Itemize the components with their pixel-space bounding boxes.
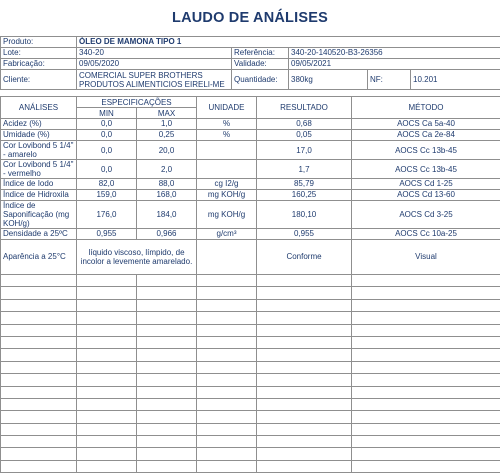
table-row [1, 179, 500, 190]
empty-cell [77, 374, 137, 386]
header-metodo: MÉTODO [352, 97, 500, 119]
cell-unidade: g/cm³ [197, 229, 257, 240]
empty-cell [257, 411, 352, 423]
empty-cell [197, 436, 257, 448]
empty-cell [1, 312, 77, 324]
empty-cell [352, 386, 500, 398]
cell-unidade: cg I2/g [197, 179, 257, 190]
empty-cell [257, 275, 352, 287]
cell-resultado: 1,7 [257, 160, 352, 179]
nf-value: 10.201 [411, 70, 500, 90]
cell-analise: Aparência a 25°C [1, 240, 77, 275]
empty-cell [257, 336, 352, 348]
cell-unidade [197, 240, 257, 275]
cell-max: 88,0 [137, 179, 197, 190]
empty-cell [137, 423, 197, 435]
empty-cell [197, 423, 257, 435]
empty-cell [1, 436, 77, 448]
empty-cell [77, 411, 137, 423]
empty-cell [257, 460, 352, 472]
empty-cell [352, 398, 500, 410]
empty-cell [257, 374, 352, 386]
empty-cell [1, 423, 77, 435]
cell-max: 1,0 [137, 119, 197, 130]
empty-cell [137, 287, 197, 299]
empty-cell [257, 287, 352, 299]
empty-row [1, 287, 500, 299]
empty-cell [197, 398, 257, 410]
cell-min: 0,0 [77, 130, 137, 141]
cell-min: 82,0 [77, 179, 137, 190]
cell-metodo: AOCS Ca 5a-40 [352, 119, 500, 130]
empty-cell [197, 275, 257, 287]
empty-cell [257, 312, 352, 324]
empty-row [1, 275, 500, 287]
cliente-value-line-1: COMERCIAL SUPER BROTHERS [79, 71, 229, 80]
empty-cell [197, 460, 257, 472]
empty-row [1, 374, 500, 386]
info-row-cliente [1, 70, 500, 90]
cell-resultado: 17,0 [257, 141, 352, 160]
empty-cell [77, 423, 137, 435]
produto-value: ÓLEO DE MAMONA TIPO 1 [77, 37, 500, 48]
nf-label: NF: [368, 70, 410, 89]
report-title: LAUDO DE ANÁLISES [0, 10, 500, 26]
cell-unidade: % [197, 119, 257, 130]
table-row [1, 119, 500, 130]
empty-row [1, 460, 500, 472]
cell-unidade: mg KOH/g [197, 190, 257, 201]
empty-cell [137, 312, 197, 324]
lote-label: Lote: [1, 48, 77, 59]
table-row [1, 141, 500, 160]
cell-metodo: AOCS Cd 3-25 [352, 201, 500, 229]
empty-row [1, 436, 500, 448]
cell-resultado: 0,05 [257, 130, 352, 141]
cell-min: 0,0 [77, 160, 137, 179]
empty-cell [352, 423, 500, 435]
empty-cell [1, 324, 77, 336]
empty-cell [257, 324, 352, 336]
cell-min: 0,0 [77, 119, 137, 130]
empty-cell [352, 324, 500, 336]
empty-cell [197, 349, 257, 361]
empty-cell [352, 312, 500, 324]
cell-max: 20,0 [137, 141, 197, 160]
cell-metodo: AOCS Ca 2e-84 [352, 130, 500, 141]
table-row [1, 130, 500, 141]
empty-row [1, 324, 500, 336]
produto-label: Produto: [1, 37, 77, 48]
fabricacao-label: Fabricação: [1, 59, 77, 70]
table-row [1, 190, 500, 201]
cell-analise: Acidez (%) [1, 119, 77, 130]
fabricacao-value: 09/05/2020 [77, 59, 232, 70]
empty-cell [1, 398, 77, 410]
cell-min: 0,0 [77, 141, 137, 160]
cell-max: 168,0 [137, 190, 197, 201]
empty-cell [137, 374, 197, 386]
header-unidade: UNIDADE [197, 97, 257, 119]
analysis-table [0, 96, 500, 275]
empty-cell [77, 299, 137, 311]
cliente-value [77, 70, 232, 90]
empty-cell [257, 299, 352, 311]
empty-cell [137, 448, 197, 460]
empty-cell [1, 460, 77, 472]
empty-cell [352, 436, 500, 448]
empty-cell [257, 349, 352, 361]
empty-row [1, 386, 500, 398]
header-max: MAX [137, 108, 197, 119]
empty-cell [77, 448, 137, 460]
empty-cell [352, 361, 500, 373]
empty-cell [137, 436, 197, 448]
cell-max: 0,966 [137, 229, 197, 240]
empty-cell [352, 448, 500, 460]
empty-cell [137, 361, 197, 373]
empty-cell [1, 448, 77, 460]
table-row [1, 201, 500, 229]
empty-row [1, 361, 500, 373]
empty-cell [137, 411, 197, 423]
empty-cell [197, 386, 257, 398]
blank-rows-table [0, 274, 500, 473]
empty-row [1, 423, 500, 435]
header-resultado: RESULTADO [257, 97, 352, 119]
header-min: MIN [77, 108, 137, 119]
empty-row [1, 398, 500, 410]
empty-cell [77, 436, 137, 448]
empty-cell [77, 275, 137, 287]
empty-cell [257, 436, 352, 448]
cell-max: 0,25 [137, 130, 197, 141]
empty-cell [1, 374, 77, 386]
header-especificacoes: ESPECIFICAÇÕES [77, 97, 197, 108]
empty-cell [137, 324, 197, 336]
cell-unidade: % [197, 130, 257, 141]
empty-cell [352, 411, 500, 423]
empty-cell [77, 386, 137, 398]
empty-cell [77, 398, 137, 410]
cell-analise: Densidade a 25ºC [1, 229, 77, 240]
validade-value: 09/05/2021 [289, 59, 500, 70]
empty-row [1, 448, 500, 460]
empty-cell [197, 411, 257, 423]
info-row-lote [1, 48, 500, 59]
empty-cell [1, 411, 77, 423]
cell-unidade [197, 141, 257, 160]
cell-unidade [197, 160, 257, 179]
lote-value: 340-20 [77, 48, 232, 59]
referencia-value: 340-20-140520-B3-26356 [289, 48, 500, 59]
info-row-produto [1, 37, 500, 48]
empty-cell [77, 336, 137, 348]
empty-cell [197, 312, 257, 324]
empty-cell [197, 374, 257, 386]
info-table [0, 36, 500, 90]
empty-cell [77, 361, 137, 373]
empty-cell [137, 349, 197, 361]
empty-cell [137, 460, 197, 472]
validade-label: Validade: [232, 59, 289, 70]
empty-cell [352, 460, 500, 472]
empty-cell [77, 287, 137, 299]
empty-cell [1, 361, 77, 373]
empty-cell [197, 448, 257, 460]
empty-cell [137, 386, 197, 398]
empty-cell [352, 336, 500, 348]
cell-analise: Umidade (%) [1, 130, 77, 141]
cell-resultado: 180,10 [257, 201, 352, 229]
empty-cell [352, 374, 500, 386]
cell-spec-description: líquido viscoso, límpido, de incolor a levemente amarelado. [77, 240, 197, 275]
empty-cell [352, 349, 500, 361]
empty-row [1, 299, 500, 311]
cell-resultado: 0,68 [257, 119, 352, 130]
empty-cell [137, 299, 197, 311]
empty-cell [1, 275, 77, 287]
cell-resultado: Conforme [257, 240, 352, 275]
cell-unidade: mg KOH/g [197, 201, 257, 229]
empty-row [1, 312, 500, 324]
empty-cell [352, 287, 500, 299]
report-header [0, 0, 500, 36]
empty-row [1, 411, 500, 423]
empty-cell [137, 336, 197, 348]
empty-cell [1, 349, 77, 361]
cell-metodo: AOCS Cc 13b-45 [352, 160, 500, 179]
cell-analise: Índice de Iodo [1, 179, 77, 190]
empty-cell [352, 275, 500, 287]
empty-cell [1, 386, 77, 398]
empty-cell [137, 275, 197, 287]
referencia-label: Referência: [232, 48, 289, 59]
header-analises: ANÁLISES [1, 97, 77, 119]
cell-max: 2,0 [137, 160, 197, 179]
cell-resultado: 160,25 [257, 190, 352, 201]
table-row [1, 160, 500, 179]
cell-metodo: Visual [352, 240, 500, 275]
cell-max: 184,0 [137, 201, 197, 229]
cell-min: 0,955 [77, 229, 137, 240]
empty-cell [257, 398, 352, 410]
cell-metodo: AOCS Cd 1-25 [352, 179, 500, 190]
empty-cell [197, 299, 257, 311]
table-row [1, 240, 500, 275]
cell-analise: Cor Lovibond 5 1/4" - amarelo [1, 141, 77, 160]
cell-resultado: 85,79 [257, 179, 352, 190]
empty-cell [197, 287, 257, 299]
cell-min: 176,0 [77, 201, 137, 229]
info-row-fabricacao [1, 59, 500, 70]
empty-cell [77, 312, 137, 324]
cell-analise: Índice de Saponificação (mg KOH/g) [1, 201, 77, 229]
empty-cell [257, 448, 352, 460]
quantidade-nf-cell [289, 70, 411, 90]
cell-min: 159,0 [77, 190, 137, 201]
cell-resultado: 0,955 [257, 229, 352, 240]
cell-analise: Cor Lovibond 5 1/4" - vermelho [1, 160, 77, 179]
empty-cell [137, 398, 197, 410]
empty-cell [1, 336, 77, 348]
empty-cell [197, 361, 257, 373]
cliente-label: Cliente: [1, 70, 77, 90]
cell-metodo: AOCS Cc 10a-25 [352, 229, 500, 240]
empty-cell [77, 324, 137, 336]
header-row [1, 97, 500, 108]
empty-cell [257, 423, 352, 435]
cliente-value-line-2: PRODUTOS ALIMENTICIOS EIRELI-ME [79, 80, 229, 89]
empty-cell [1, 299, 77, 311]
empty-cell [352, 299, 500, 311]
quantidade-value: 380kg [289, 70, 368, 89]
quantidade-label: Quantidade: [232, 70, 289, 90]
empty-row [1, 336, 500, 348]
empty-cell [257, 386, 352, 398]
table-row [1, 229, 500, 240]
empty-cell [77, 460, 137, 472]
empty-cell [257, 361, 352, 373]
empty-cell [197, 336, 257, 348]
cell-metodo: AOCS Cd 13-60 [352, 190, 500, 201]
cell-metodo: AOCS Cc 13b-45 [352, 141, 500, 160]
empty-row [1, 349, 500, 361]
cell-analise: Índice de Hidroxila [1, 190, 77, 201]
empty-cell [1, 287, 77, 299]
empty-cell [77, 349, 137, 361]
empty-cell [197, 324, 257, 336]
